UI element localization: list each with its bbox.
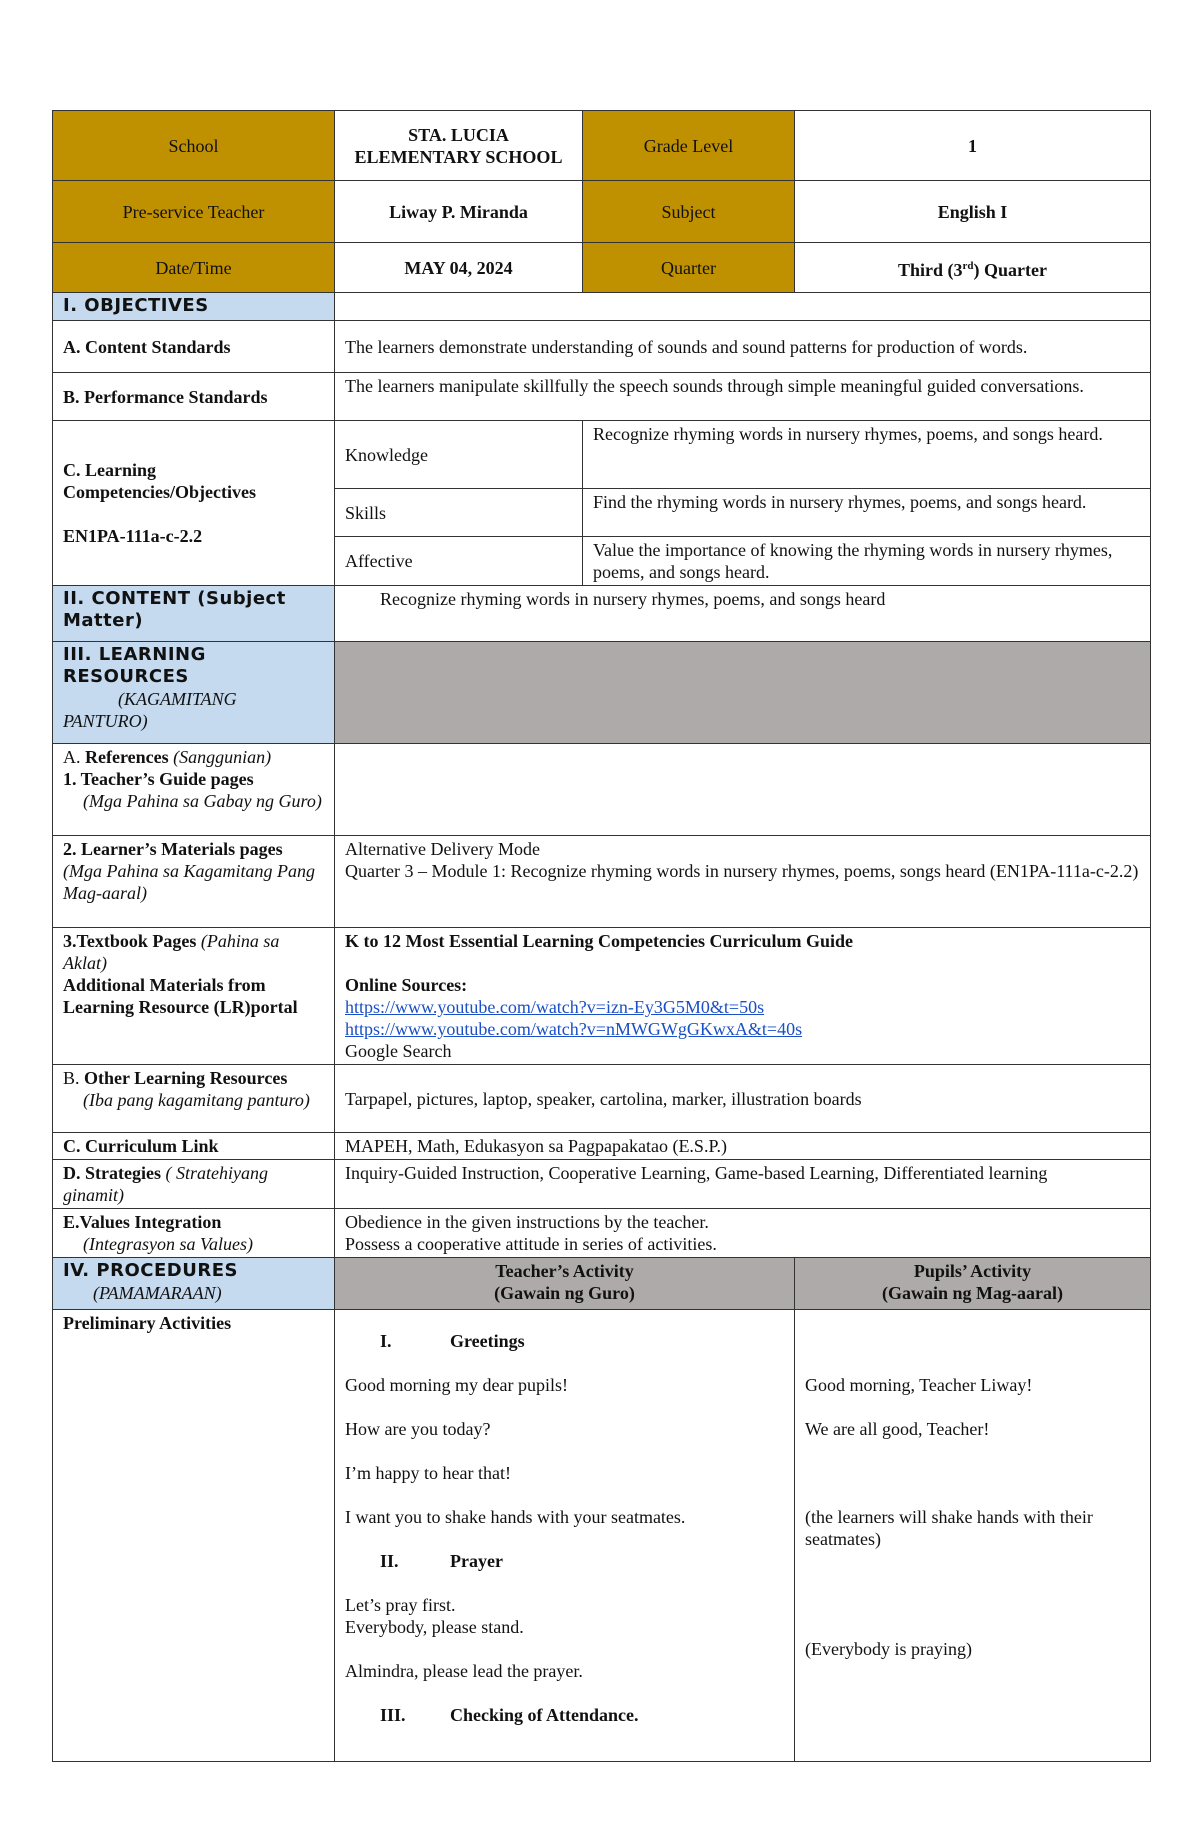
values-integration-cell: E.Values Integration (Integrasyon sa Values) — [53, 1209, 335, 1258]
teacher-label: Pre-service Teacher — [53, 181, 335, 243]
grade-label: Grade Level — [583, 111, 795, 181]
learners-materials-cell: 2. Learner’s Materials pages (Mga Pahina sa Kagamitang Pang Mag-aaral) — [53, 836, 335, 928]
date-value: MAY 04, 2024 — [335, 243, 583, 293]
references-value — [335, 744, 1151, 836]
school-label: School — [53, 111, 335, 181]
strategies-cell: D. Strategies ( Stratehiyang ginamit) — [53, 1160, 335, 1209]
greetings-heading: I. Greetings — [380, 1331, 525, 1351]
values-integration-value: Obedience in the given instructions by the teacher. Possess a cooperative attitude in series of activities. — [335, 1209, 1151, 1258]
competency-code: EN1PA-111a-c-2.2 — [63, 526, 203, 546]
performance-standards-label: B. Performance Standards — [53, 373, 335, 421]
subject-label: Subject — [583, 181, 795, 243]
pupil-activity-header: Pupils’ Activity (Gawain ng Mag-aaral) — [795, 1258, 1151, 1310]
lesson-plan — [52, 110, 1150, 1762]
grade-value: 1 — [795, 111, 1151, 181]
resources-heading: III. LEARNING RESOURCES (KAGAMITANG PANTURO) — [53, 642, 335, 744]
subject-value: English I — [795, 181, 1151, 243]
teacher-activity-cell: I. Greetings Good morning my dear pupils! How are you today? I’m happy to hear that! I want you to shake hands with your seatmates. II. Prayer Let’s pray first. Everybody, please stand. Almindra, please lead the prayer. III. Checking of Attendance. — [335, 1310, 795, 1762]
attendance-heading: III. Checking of Attendance. — [380, 1705, 639, 1725]
preliminary-activities-label: Preliminary Activities — [53, 1310, 335, 1762]
knowledge-label: Knowledge — [335, 421, 583, 489]
curriculum-link-label: C. Curriculum Link — [53, 1133, 335, 1160]
learners-materials-value: Alternative Delivery Mode Quarter 3 – Module 1: Recognize rhyming words in nursery rhymes, poems, songs heard (EN1PA-111a-c-2.2) — [335, 836, 1151, 928]
lesson-plan-table — [52, 110, 1151, 1762]
affective-label: Affective — [335, 537, 583, 586]
quarter-label: Quarter — [583, 243, 795, 293]
textbook-value: K to 12 Most Essential Learning Competencies Curriculum Guide Online Sources: https://www.youtube.com/watch?v=izn-Ey3G5M0&t=50s https://www.youtube.com/watch?v=nMWGWgGKwxA&t=40s Google Search — [335, 928, 1151, 1065]
curriculum-link-value: MAPEH, Math, Edukasyon sa Pagpapakatao (E.S.P.) — [335, 1133, 1151, 1160]
affective-value: Value the importance of knowing the rhyming words in nursery rhymes, poems, and songs heard. — [583, 537, 1151, 586]
textbook-cell: 3.Textbook Pages (Pahina sa Aklat) Additional Materials from Learning Resource (LR)portal — [53, 928, 335, 1065]
other-resources-cell: B. Other Learning Resources (Iba pang kagamitang panturo) — [53, 1065, 335, 1133]
teachers-guide-label: 1. Teacher’s Guide pages — [63, 769, 254, 789]
quarter-value: Third (3rd) Quarter — [795, 243, 1151, 293]
performance-standards-value: The learners manipulate skillfully the speech sounds through simple meaningful guided conversations. — [335, 373, 1151, 421]
youtube-link-1[interactable]: https://www.youtube.com/watch?v=izn-Ey3G5M0&t=50s — [345, 997, 765, 1017]
youtube-link-2[interactable]: https://www.youtube.com/watch?v=nMWGWgGKwxA&t=40s — [345, 1019, 803, 1039]
pupil-activity-cell: Good morning, Teacher Liway! We are all good, Teacher! (the learners will shake hands with their seatmates) (Everybody is praying) — [795, 1310, 1151, 1762]
date-label: Date/Time — [53, 243, 335, 293]
objectives-blank — [335, 293, 1151, 321]
procedures-heading: IV. PROCEDURES (PAMAMARAAN) — [53, 1258, 335, 1310]
content-value: Recognize rhyming words in nursery rhymes, poems, and songs heard — [335, 586, 1151, 642]
resources-gray-block — [335, 642, 1151, 744]
content-standards-value: The learners demonstrate understanding of sounds and sound patterns for production of words. — [335, 321, 1151, 373]
school-value: STA. LUCIA ELEMENTARY SCHOOL — [335, 111, 583, 181]
teacher-activity-header: Teacher’s Activity (Gawain ng Guro) — [335, 1258, 795, 1310]
other-resources-value: Tarpapel, pictures, laptop, speaker, cartolina, marker, illustration boards — [335, 1065, 1151, 1133]
content-heading: II. CONTENT (Subject Matter) — [53, 586, 335, 642]
skills-label: Skills — [335, 489, 583, 537]
content-standards-label: A. Content Standards — [53, 321, 335, 373]
prayer-heading: II. Prayer — [380, 1551, 503, 1571]
strategies-value: Inquiry-Guided Instruction, Cooperative Learning, Game-based Learning, Differentiated learning — [335, 1160, 1151, 1209]
knowledge-value: Recognize rhyming words in nursery rhymes, poems, and songs heard. — [583, 421, 1151, 489]
objectives-heading: I. OBJECTIVES — [53, 293, 335, 321]
skills-value: Find the rhyming words in nursery rhymes, poems, and songs heard. — [583, 489, 1151, 537]
references-cell: A. References (Sanggunian) 1. Teacher’s Guide pages (Mga Pahina sa Gabay ng Guro) — [53, 744, 335, 836]
competencies-label: C. Learning Competencies/Objectives EN1PA-111a-c-2.2 — [53, 421, 335, 586]
teacher-value: Liway P. Miranda — [335, 181, 583, 243]
